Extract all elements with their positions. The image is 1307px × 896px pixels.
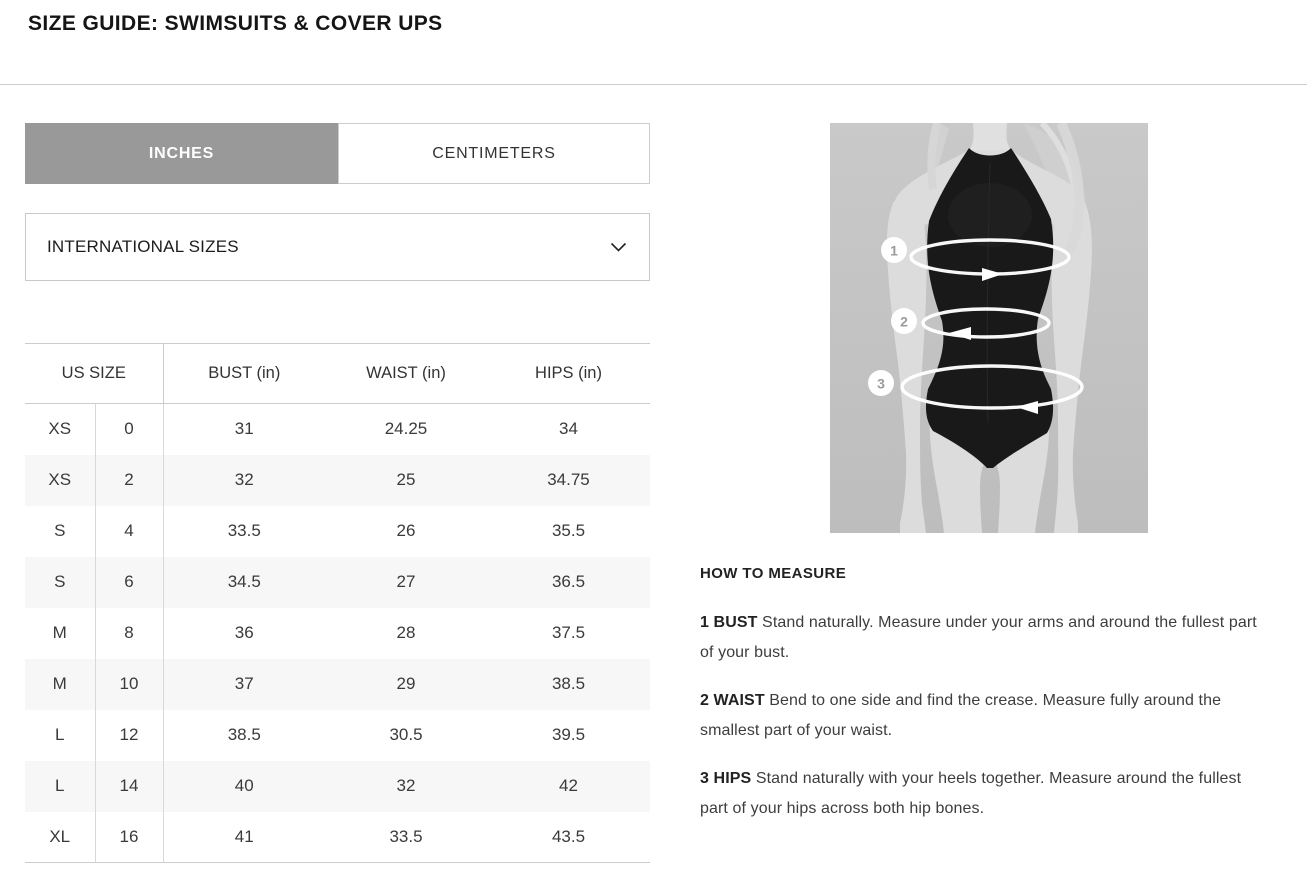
table-row	[25, 506, 650, 557]
marker-3: 3	[877, 375, 885, 392]
header-divider	[0, 84, 1307, 85]
cell-size: M	[25, 608, 95, 659]
cell-us: 4	[95, 506, 163, 557]
measure-steps	[700, 608, 1262, 824]
cell-bust: 32	[234, 470, 254, 489]
cell-bust: 33.5	[227, 521, 261, 540]
table-row	[25, 761, 650, 812]
cell-size: L	[25, 710, 95, 761]
cell-hips: 38.5	[551, 674, 586, 693]
cell-us: 14	[95, 761, 163, 812]
marker-1: 1	[890, 242, 898, 259]
cell-waist: 33.5	[389, 826, 423, 846]
cell-size: XL	[25, 812, 95, 863]
cell-size: S	[25, 506, 95, 557]
dropdown-label: INTERNATIONAL SIZES	[47, 237, 239, 256]
measure-step-hips-label: 3 HIPS	[700, 770, 752, 787]
cell-hips: 36.5	[551, 572, 586, 591]
cell-us: 2	[95, 455, 163, 506]
cell-size: XS	[25, 404, 95, 455]
how-to-measure-heading: HOW TO MEASURE	[700, 565, 847, 582]
measure-step-hips-text: Stand naturally with your heels together. Measure around the fullest part of your hips across both hip bones.	[700, 770, 1242, 817]
measurement-figure	[830, 123, 1148, 533]
cell-bust: 41	[234, 826, 254, 846]
cell-us: 0	[95, 404, 163, 455]
table-row	[25, 455, 650, 506]
cell-waist: 29	[396, 674, 416, 693]
cell-size: L	[25, 761, 95, 812]
cell-waist: 25	[396, 470, 416, 489]
measure-step-waist-label: 2 WAIST	[700, 692, 765, 709]
cell-size: M	[25, 659, 95, 710]
model-photo	[830, 123, 1148, 533]
swimsuit-shading	[948, 183, 1032, 247]
cell-waist: 27	[396, 572, 416, 591]
cell-us: 16	[95, 812, 163, 863]
cell-size: XS	[25, 455, 95, 506]
cell-hips: 34.75	[547, 470, 590, 489]
cell-hips: 42	[559, 776, 578, 795]
measure-step-hips	[700, 764, 1262, 824]
table-row	[25, 710, 650, 761]
marker-2: 2	[900, 313, 908, 330]
cell-hips: 35.5	[551, 521, 586, 540]
measure-step-bust	[700, 608, 1262, 668]
table-row	[25, 608, 650, 659]
table-row	[25, 812, 650, 863]
cell-waist: 26	[396, 521, 416, 540]
cell-us: 12	[95, 710, 163, 761]
chevron-down-icon	[610, 242, 627, 253]
international-sizes-dropdown[interactable]	[25, 213, 650, 281]
cell-us: 10	[95, 659, 163, 710]
table-header-row	[25, 344, 650, 404]
size-chart-panel	[25, 123, 650, 863]
cell-bust: 36	[234, 623, 254, 642]
cell-us: 6	[95, 557, 163, 608]
measure-guide-panel	[700, 123, 1262, 824]
size-table	[25, 343, 650, 863]
cell-bust: 37	[234, 674, 254, 693]
cell-waist: 30.5	[389, 725, 423, 744]
measure-step-waist	[700, 686, 1262, 746]
col-header-waist: WAIST (in)	[325, 344, 487, 404]
cell-waist: 24.25	[384, 419, 428, 439]
col-header-hips: HIPS (in)	[487, 344, 650, 404]
cell-hips: 39.5	[551, 725, 586, 744]
tab-inches[interactable]: INCHES	[25, 123, 338, 184]
cell-bust: 31	[234, 419, 254, 439]
cell-hips: 34	[559, 419, 578, 439]
measure-step-bust-label: 1 BUST	[700, 614, 758, 631]
cell-waist: 32	[396, 776, 416, 795]
cell-bust: 40	[234, 776, 254, 795]
cell-bust: 34.5	[227, 572, 261, 591]
cell-size: S	[25, 557, 95, 608]
col-header-us-size: US SIZE	[25, 344, 163, 404]
tab-centimeters[interactable]: CENTIMETERS	[338, 123, 650, 184]
cell-bust: 38.5	[227, 725, 261, 744]
col-header-bust: BUST (in)	[163, 344, 325, 404]
cell-hips: 37.5	[551, 623, 586, 642]
units-tabs	[25, 123, 650, 184]
cell-us: 8	[95, 608, 163, 659]
table-row	[25, 557, 650, 608]
page-title: SIZE GUIDE: SWIMSUITS & COVER UPS	[28, 12, 443, 35]
cell-hips: 43.5	[551, 826, 586, 846]
measure-step-bust-text: Stand naturally. Measure under your arms and around the fullest part of your bust.	[700, 614, 1257, 661]
table-row	[25, 659, 650, 710]
cell-waist: 28	[396, 623, 416, 642]
measure-step-waist-text: Bend to one side and find the crease. Measure fully around the smallest part of your waist.	[700, 692, 1222, 739]
table-row	[25, 404, 650, 455]
